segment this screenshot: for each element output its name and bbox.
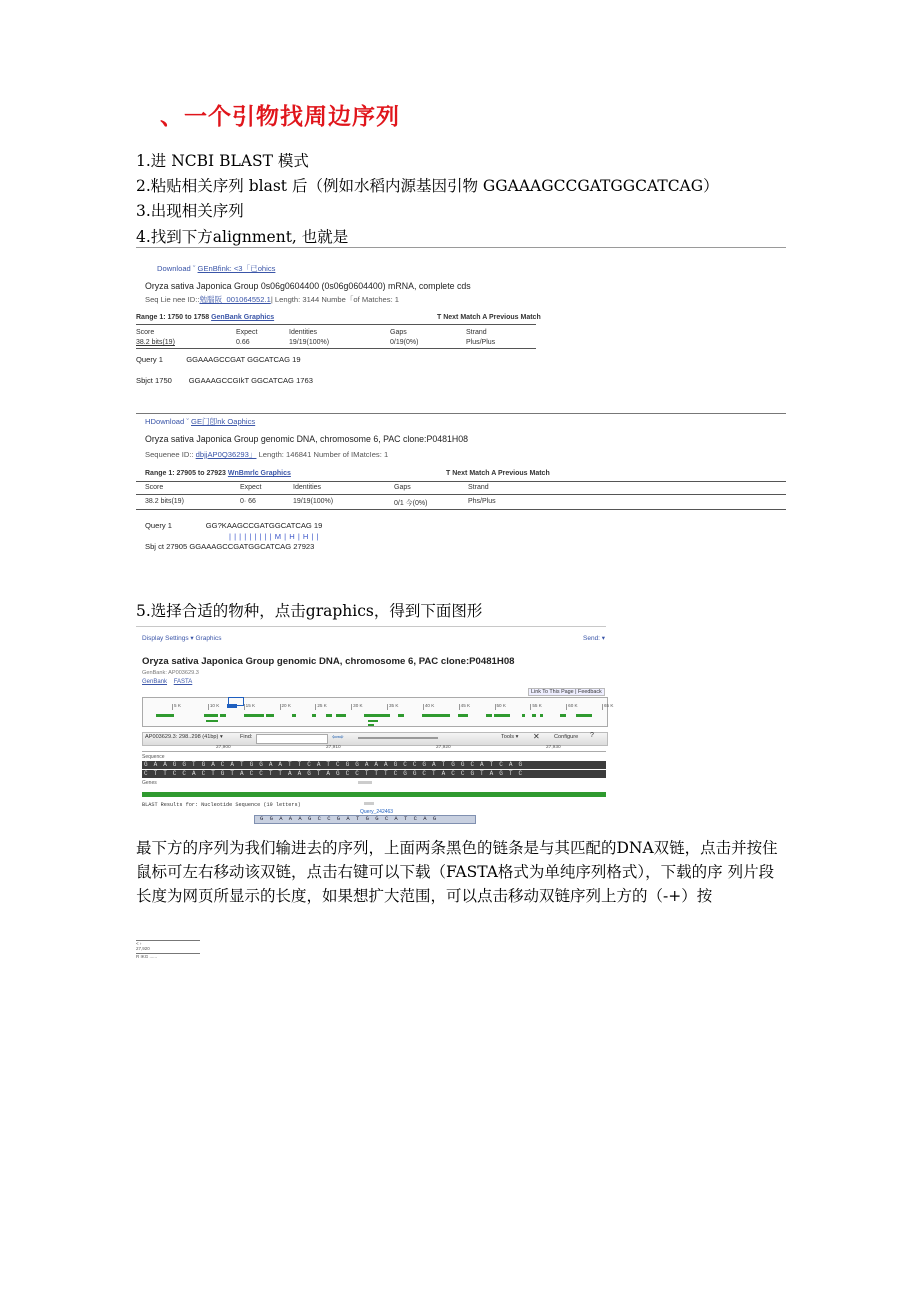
thumb-line-2: 27,920 [136, 946, 150, 951]
ruler-tick [172, 704, 173, 710]
hit2-range-row [145, 470, 291, 477]
top-strand-sequence: G A A G G T G A C A T G G A A T T C A T C G G A A A G C C G A T G G C A T C A G [144, 761, 524, 768]
ruler-tick [244, 704, 245, 710]
overview-gene-segment[interactable] [576, 714, 592, 717]
help-icon[interactable]: ? [590, 732, 594, 739]
find-label: Find: [240, 734, 253, 740]
query-sequence: G G A A A G C C G A T G G C A T C A G [260, 815, 438, 822]
hit2-footer-rule [136, 509, 786, 510]
graphics-viewer [136, 624, 614, 834]
overview-gene-segment[interactable] [364, 714, 390, 717]
ruler-tick [495, 704, 496, 710]
overview-gene-segment[interactable] [156, 714, 174, 717]
hit1-footer-rule [136, 348, 536, 349]
ruler-tick-label: 35 K [389, 703, 399, 708]
ruler-tick-label: 30 K [353, 703, 363, 708]
ruler-tick-label: 50 K [496, 703, 506, 708]
hit1-range-row [136, 314, 274, 321]
hit2-match-bars: | | | | | | | | | M | H | H | | [229, 532, 320, 541]
ruler-tick-label: 5 K [174, 703, 181, 708]
sequence-track-label: Sequence [142, 754, 165, 760]
overview-gene-segment[interactable] [292, 714, 296, 717]
navigate-arrows-icon[interactable]: ⇦⇨ [332, 734, 344, 741]
overview-gene-segment[interactable] [336, 714, 346, 717]
step-3: 3.出现相关序列 [136, 202, 244, 220]
hit1-header-score: Score [136, 329, 155, 336]
hit1-header-expect: Expect [236, 329, 258, 336]
ruler-tick [315, 704, 316, 710]
overview-gene-segment[interactable] [204, 714, 218, 717]
ruler-tick-label: 55 K [532, 703, 542, 708]
hit1-description: Oryza sativa Japonica Group 0s06g0604400 (0s06g0604400) mRNA, complete cds [145, 281, 471, 291]
overview-panel[interactable] [142, 697, 608, 727]
hit2-download-link[interactable]: HDownload ˇ [145, 417, 189, 426]
page-links[interactable]: Link To This Page | Feedback [528, 688, 605, 696]
genbank-link[interactable]: GenBank [142, 679, 168, 685]
query-label: Query_242463 [360, 809, 394, 815]
overview-gene-segment[interactable] [540, 714, 543, 717]
overview-gene-segment[interactable] [522, 714, 525, 717]
ruler-tick [459, 704, 460, 710]
hit1-score: 38.2 bits(19) [136, 339, 175, 346]
ruler-tick-label: 60 K [568, 703, 578, 708]
overview-gene-segment[interactable] [560, 714, 566, 717]
hit1-genbank-link[interactable]: GEnBfink: <3「已ohics [197, 264, 276, 273]
display-settings-breadcrumb[interactable]: Display Settings ▾ Graphics [142, 635, 222, 642]
hit2-header-score: Score [145, 484, 164, 491]
step-1: 1.进 NCBI BLAST 模式 [136, 152, 309, 170]
ruler-tick-label: 25 K [317, 703, 327, 708]
document-title: 、一个引物找周边序列 [160, 103, 400, 130]
hit1-graphics-link[interactable]: GenBank Graphics [211, 314, 275, 321]
hit2-graphics-link[interactable]: WnBmrlc Graphics [227, 470, 291, 477]
ruler-tick [351, 704, 352, 710]
hit2-range-label: Range 1: 27905 to 27923 [145, 470, 228, 477]
fasta-link[interactable]: FASTA [173, 679, 193, 685]
thumb-line-1: < › [136, 941, 142, 946]
hit1-download-link[interactable]: Download ˇ [157, 264, 196, 273]
hit2-match-nav[interactable]: T Next Match A Previous Match [446, 470, 550, 477]
hit2-seqid-rest: Length: 146841 Number of IMatcIes: 1 [256, 450, 389, 459]
ruler-tick-label: 40 K [424, 703, 435, 708]
hit2-score: 38.2 bits(19) [145, 498, 184, 505]
hit1-header-rule [136, 324, 536, 325]
hit2-mid-rule [136, 494, 786, 495]
overview-gene-segment[interactable] [312, 714, 316, 717]
overview-gene-segment[interactable] [266, 714, 274, 717]
overview-gene-segment[interactable] [458, 714, 468, 717]
hit2-gaps: 0/1 今(0%) [394, 500, 428, 507]
hit2-header-strand: Strand [468, 484, 489, 491]
hit2-header-identities: Identities [293, 484, 322, 491]
ruler-tick-label: 10 K [209, 703, 220, 708]
step-4: 4.找到下方alignment, 也就是 [136, 228, 349, 246]
hit1-sbjct-line: Sbjct 1750 GGAAAGCCGIkT GGCATCAG 1763 [136, 376, 313, 385]
ruler-tick [566, 704, 567, 710]
blast-track-handle[interactable] [364, 802, 374, 805]
hit1-query-line: Query 1 GGAAAGCCGAT GGCATCAG 19 [136, 355, 301, 364]
ruler-tick [530, 704, 531, 710]
ruler-tick [387, 704, 388, 710]
hit2-header-gaps: Gaps [394, 484, 411, 491]
position-label: 27,930 [546, 745, 561, 750]
bottom-strand-sequence: C T T C C A C T G T A C C T T A A G T A G C C T T T C G G C T A C C G T A G T C [144, 770, 524, 777]
blast-results-label: BLAST Results for: Nucleotide Sequence (19 letters) [142, 802, 301, 808]
step-2: 2.粘贴相关序列 blast 后（例如水稻内源基因引物 GGAAAGCCGATGGCATCAG） [136, 177, 719, 195]
hit2-query-line: Query 1 GG?KAAGCCGATGGCATCAG 19 [145, 521, 323, 530]
hit1-range-label: Range 1: 1750 to 1758 [136, 314, 212, 321]
hit1-header-gaps: Gaps [390, 329, 407, 336]
hit2-strand: Phs/Plus [468, 498, 496, 505]
ruler-tick-label: 15 K [245, 703, 256, 708]
hit1-seqid-rest: | Length: 3144 Numbe「of Matches: 1 [270, 295, 400, 304]
hit2-sbjct-line: Sbj ct 27905 GGAAAGCCGATGGCATCAG 27923 [145, 542, 315, 551]
overview-gene-segment[interactable] [422, 714, 450, 717]
genbank-accession: GenBank: AP003629.3 [142, 670, 199, 676]
position-ruler-line [142, 751, 606, 752]
genes-track-label: Genes [142, 780, 157, 786]
overview-gene-segment[interactable] [326, 714, 332, 717]
overview-gene-segment[interactable] [486, 714, 492, 717]
hit1-strand: Plus/Plus [466, 339, 496, 346]
genes-track-handle[interactable] [358, 781, 372, 784]
ruler-tick [602, 704, 603, 710]
zoom-control-thumbnail [136, 940, 200, 964]
find-input[interactable] [256, 734, 328, 744]
position-label: 27,910 [326, 745, 341, 750]
hit-divider [136, 413, 786, 414]
hit1-seqid-link[interactable]: 勉腦阪_001064552.1 [199, 295, 271, 304]
format-links [142, 679, 192, 685]
hit2-seqid-row [145, 449, 388, 460]
ruler-tick [208, 704, 209, 710]
overview-gene-segment[interactable] [368, 724, 374, 726]
explanation-paragraph: 最下方的序列为我们输进去的序列，上面两条黑色的链条是与其匹配的DNA双链，点击并按住鼠标可左右移动该双链，点击右键可以下载（FASTA格式为单纯序列格式），下载的序 列片段长度为网页所显示的长度，如果想扩大范围，可以点击移动双链序列上方的（-+）按 [136, 839, 778, 905]
hit1-header-identities: Identities [289, 329, 318, 336]
section-divider [136, 247, 786, 248]
step-5: 5.选择合适的物种，点击graphics，得到下面图形 [136, 602, 483, 620]
sequence-range-selector[interactable]: AP003629.3: 298..298 (41bp) ▾ [145, 734, 223, 740]
overview-gene-segment[interactable] [206, 720, 218, 722]
ruler-tick-label: 65 K [604, 703, 614, 708]
hit2-download-row [145, 416, 255, 427]
overview-gene-segment[interactable] [398, 714, 404, 717]
close-icon[interactable]: ✕ [533, 732, 540, 741]
hit1-identities: 19/19(100%) [289, 339, 330, 346]
hit2-header-expect: Expect [240, 484, 262, 491]
configure-button[interactable]: Configure [554, 734, 579, 740]
graphics-heading: Oryza sativa Japonica Group genomic DNA, chromosome 6, PAC clone:P0481H08 [142, 656, 515, 667]
overview-gene-segment[interactable] [494, 714, 510, 717]
overview-locator-marker [227, 704, 237, 708]
hit2-identities: 19/19(100%) [293, 498, 334, 505]
hit1-gaps: 0/19(0%) [390, 339, 419, 346]
hit2-header-rule [136, 481, 786, 482]
zoom-slider[interactable] [358, 737, 438, 739]
tools-menu[interactable]: Tools ▾ [501, 734, 519, 740]
ruler-tick-label: 20 K [281, 703, 291, 708]
hit1-match-nav[interactable]: T Next Match A Previous Match [437, 314, 541, 321]
hit2-description: Oryza sativa Japonica Group genomic DNA, chromosome 6, PAC clone:P0481H08 [145, 434, 469, 444]
ruler-tick [280, 704, 281, 710]
overview-gene-segment[interactable] [532, 714, 536, 717]
hit2-seqid-prefix: Sequenee ID:: [145, 450, 196, 459]
hit2-genbank-link[interactable]: GE门卽nk Oaphics [191, 417, 256, 426]
hit1-download-row [157, 263, 275, 274]
hit1-seqid-prefix: Seq Lie nee ID:: [145, 295, 200, 304]
position-label: 27,900 [216, 745, 231, 750]
hit2-seqid-link[interactable]: dbjjAP0Q36293」 [195, 450, 257, 459]
thumb-line-3: R IKG ...... [136, 954, 158, 959]
ruler-tick [423, 704, 424, 710]
ruler-tick-label: 45 K [460, 703, 471, 708]
overview-gene-segment[interactable] [368, 720, 378, 722]
overview-gene-segment[interactable] [220, 714, 226, 717]
send-menu[interactable]: Send: ▾ [583, 635, 606, 642]
hit1-expect: 0.66 [236, 339, 250, 346]
hit2-expect: 0· 66 [240, 498, 256, 505]
viewer-top-border [136, 626, 606, 627]
hit1-header-strand: Strand [466, 329, 487, 336]
hit1-seqid-row [145, 294, 399, 305]
gene-feature-bar[interactable] [142, 792, 606, 797]
overview-gene-segment[interactable] [244, 714, 264, 717]
position-label: 27,920 [436, 745, 451, 750]
